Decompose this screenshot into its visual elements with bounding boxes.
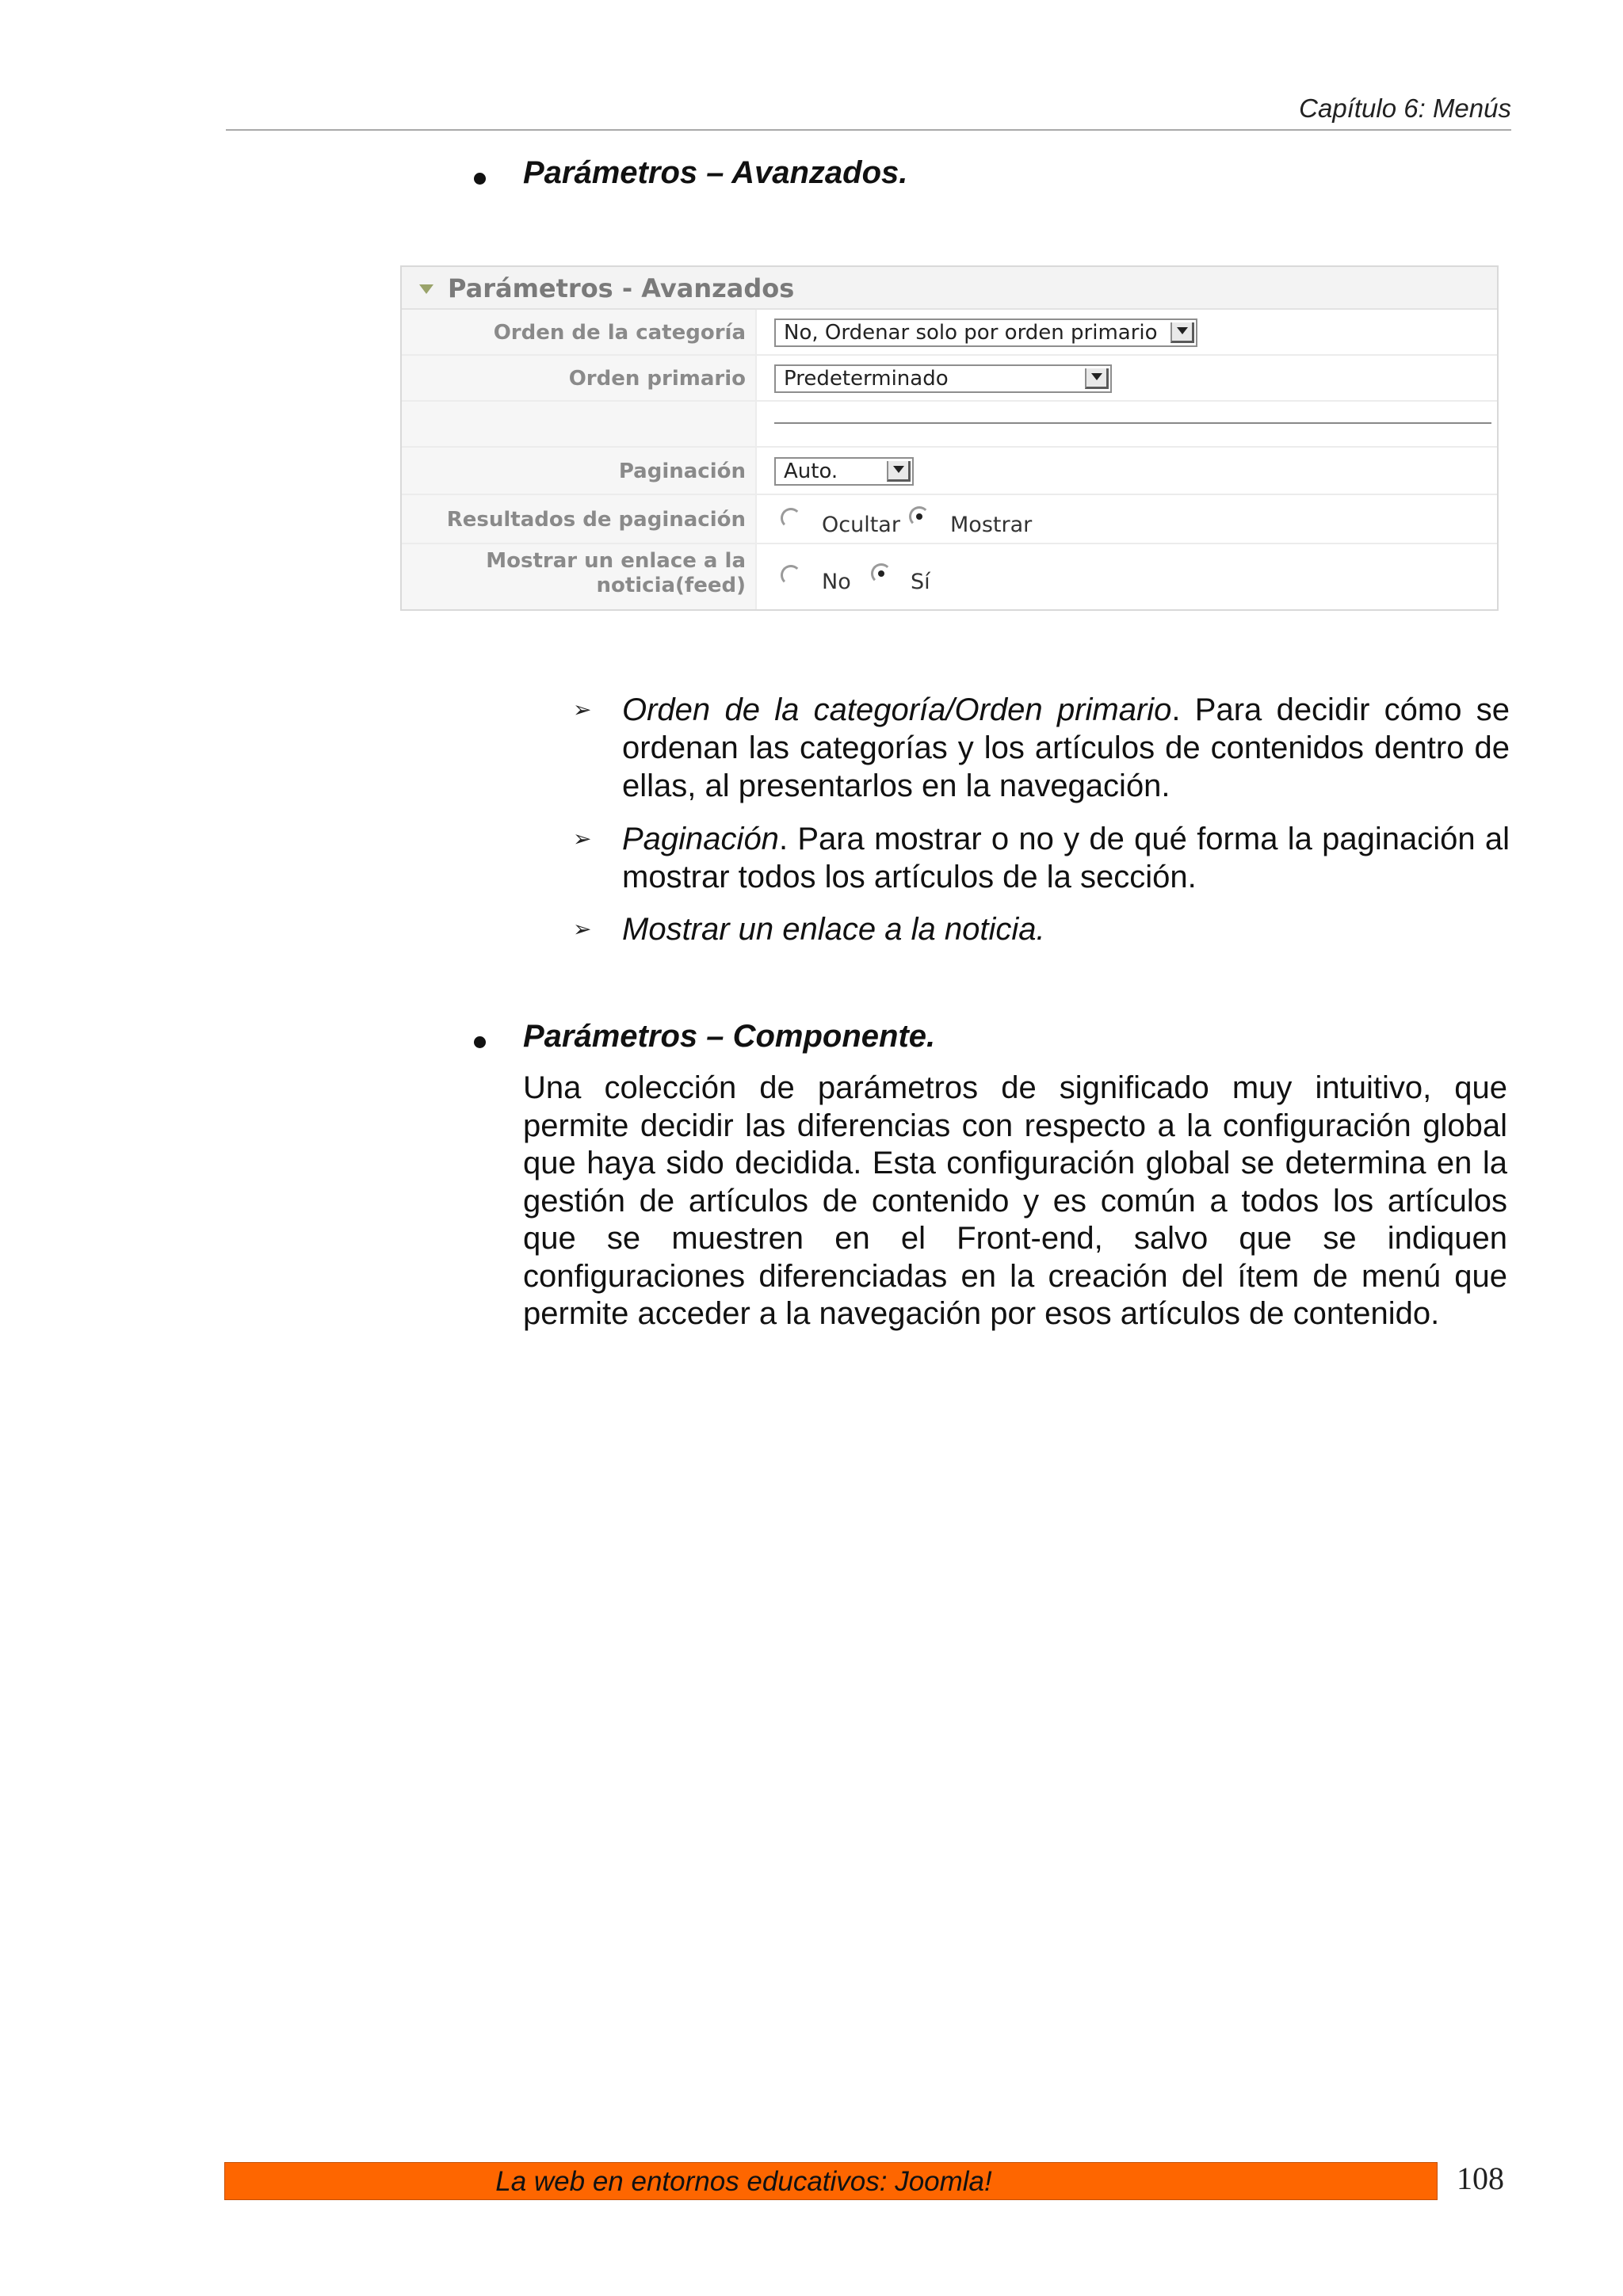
- page-number: 108: [1457, 2161, 1504, 2196]
- arrow-bullet-icon: ➢: [573, 826, 592, 851]
- list-item: ➢ Mostrar un enlace a la noticia.: [573, 912, 1045, 947]
- collapse-triangle-icon[interactable]: [419, 284, 433, 294]
- row-label: Orden de la categoría: [402, 310, 757, 354]
- chapter-header: Capítulo 6: Menús: [1299, 93, 1511, 123]
- radio-label: Sí: [911, 570, 930, 594]
- bullet-dot: [474, 1036, 486, 1048]
- row-pagination: [402, 448, 1497, 495]
- arrow-bullet-icon: ➢: [573, 697, 592, 722]
- row-pagination-results: [402, 495, 1497, 544]
- radio-label: Mostrar: [950, 513, 1033, 537]
- list-item: ➢ Orden de la categoría/Orden primario. Para decidir cómo se ordenan las categorías y los artículos de contenidos dentro de ellas, al presentarlos en la navegación.: [573, 692, 1510, 803]
- panel-title: Parámetros - Avanzados: [448, 273, 795, 303]
- radio-ocultar[interactable]: [781, 508, 801, 528]
- row-category-order: [402, 310, 1497, 356]
- row-label: Paginación: [402, 448, 757, 494]
- row-label: Resultados de paginación: [402, 495, 757, 543]
- primary-order-select[interactable]: Predeterminado: [774, 364, 1112, 393]
- header-rule: [226, 129, 1511, 131]
- dropdown-arrow-icon: [1085, 368, 1109, 389]
- pagination-select[interactable]: Auto.: [774, 457, 914, 486]
- section-component-paragraph: Una colección de parámetros de significado muy intuitivo, que permite decidir las diferencias con respecto a la configuración global que haya sido decidida. Esta configuración global se determina en la gestión de artículos de contenido y es común a todos los artículos que se muestren en el Front-end, salvo que se indiquen configuraciones diferenciadas en la creación del ítem de menú que permite acceder a la navegación por esos artículos de contenido.: [523, 1070, 1507, 1331]
- row-feed-link: [402, 544, 1497, 609]
- arrow-bullet-icon: ➢: [573, 917, 592, 941]
- row-primary-order: [402, 356, 1497, 402]
- bullet-dot: [474, 173, 486, 185]
- section-component-title: Parámetros – Componente.: [523, 1019, 936, 1054]
- panel-header[interactable]: [402, 267, 1497, 310]
- row-label: Orden primario: [402, 356, 757, 400]
- dropdown-arrow-icon: [887, 461, 911, 482]
- separator-line: [774, 422, 1491, 424]
- advanced-parameters-panel: [400, 265, 1499, 611]
- list-item: ➢ Paginación. Para mostrar o no y de qué forma la paginación al mostrar todos los artículos de la sección.: [573, 822, 1510, 894]
- footer-book-title: La web en entornos educativos: Joomla!: [495, 2166, 992, 2197]
- row-spacer: [402, 402, 1497, 448]
- radio-no[interactable]: [781, 565, 801, 585]
- radio-mostrar[interactable]: [909, 506, 930, 527]
- category-order-select[interactable]: No, Ordenar solo por orden primario: [774, 318, 1197, 347]
- row-label: Mostrar un enlace a la noticia(feed): [402, 544, 757, 609]
- dropdown-arrow-icon: [1170, 322, 1194, 343]
- footer-bar: [224, 2162, 1438, 2200]
- radio-label: Ocultar: [822, 513, 900, 537]
- radio-si[interactable]: [871, 563, 892, 584]
- section-advanced-title: Parámetros – Avanzados.: [523, 155, 908, 190]
- radio-label: No: [822, 570, 851, 594]
